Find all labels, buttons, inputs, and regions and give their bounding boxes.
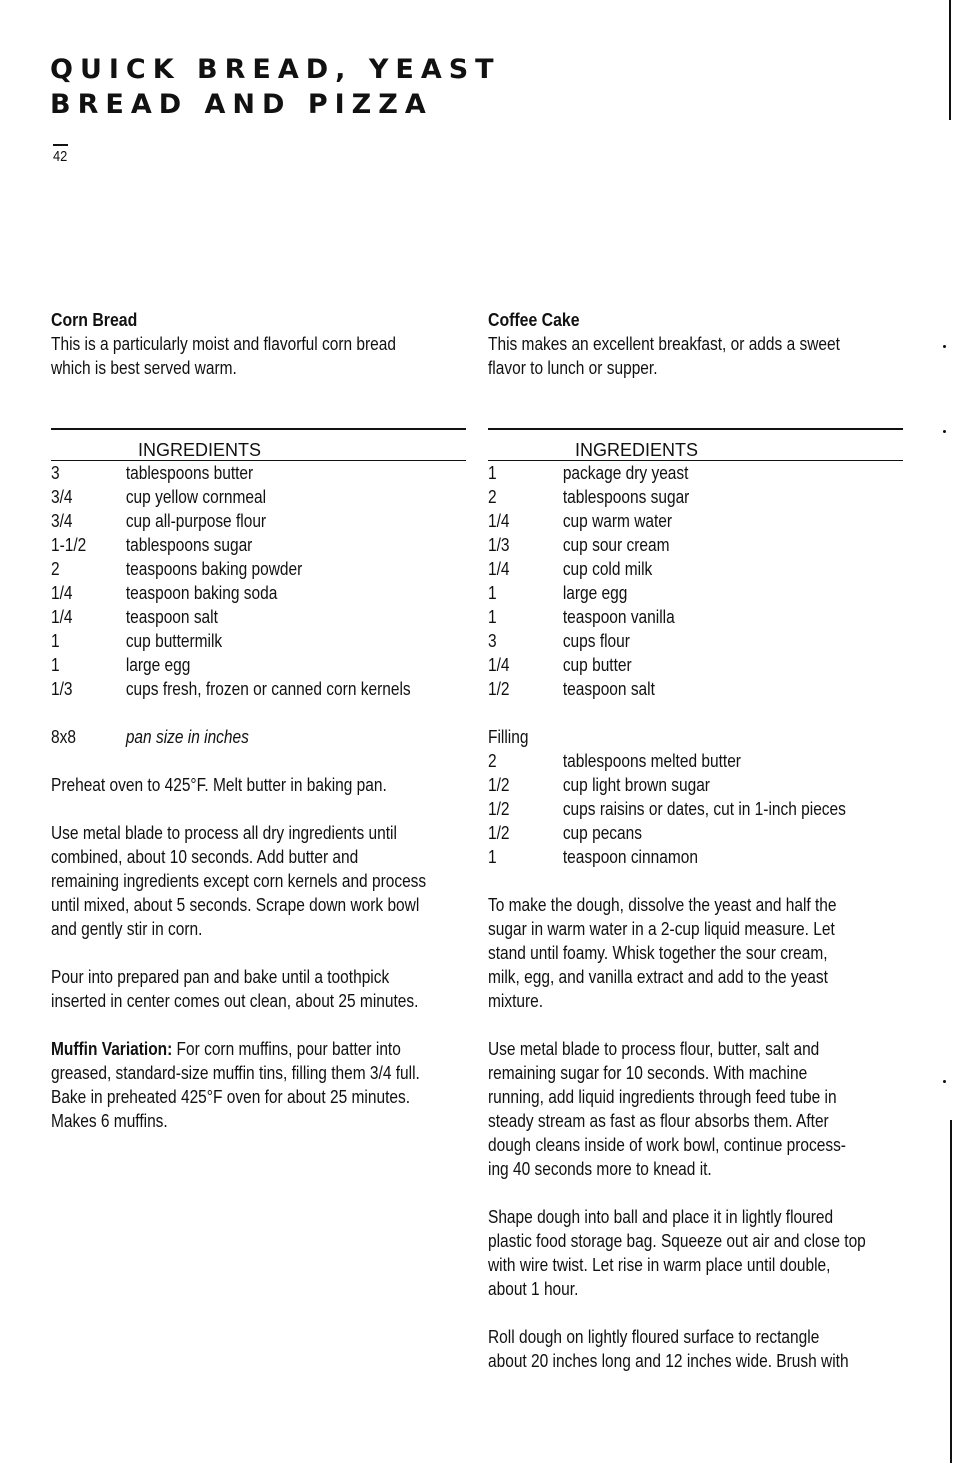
ingredient-desc: cup yellow cornmeal (125, 487, 267, 507)
instruction-line: Use metal blade to process flour, butter, salt and (488, 1039, 820, 1059)
page-number-block (53, 144, 70, 165)
ingredient-row (488, 485, 845, 509)
filling-row (488, 845, 845, 869)
filling-qty: 1/2 (488, 775, 510, 795)
variation-paragraph (51, 1037, 466, 1133)
ingredient-qty: 3/4 (51, 511, 73, 531)
ingredient-qty: 3/4 (51, 487, 73, 507)
instruction-line: stand until foamy. Whisk together the sour cream, (488, 943, 828, 963)
scan-edge-dot (943, 1080, 946, 1083)
ingredient-desc: tablespoons sugar (125, 535, 253, 555)
ingredient-qty: 1/3 (51, 679, 73, 699)
instruction-line: steady stream as fast as flour absorbs them. After (488, 1111, 829, 1131)
ingredient-row (51, 653, 408, 677)
ingredient-row (51, 677, 411, 701)
instruction-line: with wire twist. Let rise in warm place until double, (488, 1255, 831, 1275)
page-title (50, 52, 501, 122)
recipe-intro (51, 332, 466, 428)
ingredient-qty: 1 (488, 607, 497, 627)
ingredient-row (488, 677, 845, 701)
ingredient-qty: 1 (51, 655, 60, 675)
filling-row (488, 821, 845, 845)
ingredient-qty: 1-1/2 (51, 535, 87, 555)
pan-size-row (51, 725, 408, 749)
instruction-line: combined, about 10 seconds. Add butter and (51, 847, 359, 867)
instruction-line: until mixed, about 5 seconds. Scrape down work bowl (51, 895, 420, 915)
recipe-title: Corn Bread (51, 310, 138, 330)
ingredient-desc: cup sour cream (562, 535, 670, 555)
instruction-line (51, 1037, 408, 1061)
instruction-line: running, add liquid ingredients through feed tube in (488, 1087, 837, 1107)
ingredient-desc: teaspoon salt (562, 679, 655, 699)
ingredient-desc: teaspoon vanilla (562, 607, 675, 627)
instruction-paragraph (488, 1037, 903, 1181)
ingredient-row (51, 533, 408, 557)
ingredient-desc: cup cold milk (562, 559, 653, 579)
ingredient-qty: 1/4 (488, 655, 510, 675)
ingredient-qty: 1/4 (488, 559, 510, 579)
ingredient-qty: 1/4 (51, 583, 73, 603)
ingredient-desc: cups fresh, frozen or canned corn kernels (125, 679, 411, 699)
scan-edge-line (949, 0, 951, 120)
filling-qty: 1/2 (488, 799, 510, 819)
instruction-paragraph (488, 1205, 903, 1301)
instruction-line: Shape dough into ball and place it in lightly floured (488, 1207, 834, 1227)
ingredient-desc: cup butter (562, 655, 632, 675)
instruction-line: inserted in center comes out clean, about 25 minutes. (51, 991, 419, 1011)
ingredient-qty: 1 (488, 463, 497, 483)
filling-row (488, 797, 845, 821)
instruction-paragraph (51, 965, 466, 1013)
ingredient-desc: cups flour (562, 631, 630, 651)
ingredient-row (51, 581, 408, 605)
instruction-line: plastic food storage bag. Squeeze out air and close top (488, 1231, 866, 1251)
ingredient-desc: cup warm water (562, 511, 673, 531)
ingredient-desc: tablespoons butter (125, 463, 254, 483)
ingredient-desc: cup buttermilk (125, 631, 223, 651)
ingredients-header: INGREDIENTS (488, 430, 903, 461)
intro-line: This makes an excellent breakfast, or adds a sweet (488, 334, 840, 354)
instruction-line: about 1 hour. (488, 1279, 579, 1299)
filling-row (488, 749, 845, 773)
variation-text: For corn muffins, pour batter into (172, 1039, 401, 1059)
instruction-line: Preheat oven to 425°F. Melt butter in baking pan. (51, 775, 387, 795)
instruction-line: Makes 6 muffins. (51, 1111, 168, 1131)
ingredient-row (488, 629, 845, 653)
ingredient-desc: cup all-purpose flour (125, 511, 267, 531)
intro-line: which is best served warm. (51, 358, 237, 378)
page-number: 42 (53, 148, 68, 165)
scan-edge-dot (943, 430, 946, 433)
recipe-intro (488, 332, 903, 428)
title-line-1: QUICK BREAD, YEAST (50, 54, 501, 85)
instruction-line: Use metal blade to process all dry ingredients until (51, 823, 397, 843)
ingredient-qty: 1/3 (488, 535, 510, 555)
instruction-line: To make the dough, dissolve the yeast and half the (488, 895, 837, 915)
ingredient-qty: 2 (488, 487, 497, 507)
corn-bread-recipe (51, 308, 466, 1133)
ingredient-row (51, 509, 408, 533)
ingredients-header: INGREDIENTS (51, 430, 466, 461)
instruction-line: and gently stir in corn. (51, 919, 203, 939)
ingredient-row (51, 629, 408, 653)
filling-row (488, 773, 845, 797)
instruction-line: remaining ingredients except corn kernels and process (51, 871, 427, 891)
ingredient-qty: 3 (488, 631, 497, 651)
ingredient-row (488, 533, 845, 557)
recipe-title: Coffee Cake (488, 310, 580, 330)
instruction-paragraph (51, 821, 466, 941)
ingredient-row (51, 605, 408, 629)
page-number-bar (53, 144, 68, 146)
instruction-line: Roll dough on lightly floured surface to rectangle (488, 1327, 820, 1347)
pan-size-qty: 8x8 (51, 727, 76, 747)
ingredient-desc: teaspoons baking powder (125, 559, 303, 579)
ingredient-qty: 1 (488, 583, 497, 603)
ingredient-row (488, 557, 845, 581)
ingredient-desc: large egg (125, 655, 191, 675)
ingredient-desc: teaspoon baking soda (125, 583, 278, 603)
ingredient-row (488, 509, 845, 533)
ingredient-desc: teaspoon salt (125, 607, 218, 627)
ingredient-qty: 1 (51, 631, 60, 651)
filling-qty: 2 (488, 751, 497, 771)
ingredient-qty: 1/4 (488, 511, 510, 531)
instruction-line: Bake in preheated 425°F oven for about 25 minutes. (51, 1087, 411, 1107)
scan-edge-line (950, 1120, 952, 1463)
filling-table (488, 749, 903, 869)
scan-edge-dot (943, 345, 946, 348)
ingredient-row (488, 461, 845, 485)
instruction-line: greased, standard-size muffin tins, filling them 3/4 full. (51, 1063, 420, 1083)
ingredient-qty: 1/4 (51, 607, 73, 627)
ingredient-row (488, 581, 845, 605)
instruction-line: milk, egg, and vanilla extract and add to the yeast (488, 967, 828, 987)
filling-desc: cup light brown sugar (562, 775, 710, 795)
ingredient-qty: 2 (51, 559, 60, 579)
ingredient-row (51, 557, 408, 581)
instruction-line: mixture. (488, 991, 544, 1011)
ingredients-table (488, 428, 903, 701)
ingredient-desc: package dry yeast (562, 463, 689, 483)
instruction-line: sugar in warm water in a 2-cup liquid measure. Let (488, 919, 835, 939)
ingredient-qty: 3 (51, 463, 60, 483)
variation-label: Muffin Variation: (51, 1039, 173, 1059)
instruction-paragraph (488, 893, 903, 1013)
instruction-line: ing 40 seconds more to knead it. (488, 1159, 712, 1179)
filling-label: Filling (488, 727, 529, 747)
instruction-line: remaining sugar for 10 seconds. With machine (488, 1063, 808, 1083)
coffee-cake-recipe (488, 308, 903, 1373)
filling-qty: 1 (488, 847, 497, 867)
ingredient-desc: large egg (562, 583, 628, 603)
ingredient-qty: 1/2 (488, 679, 510, 699)
ingredient-row (488, 605, 845, 629)
ingredient-row (51, 485, 408, 509)
intro-line: flavor to lunch or supper. (488, 358, 658, 378)
ingredient-row (51, 461, 408, 485)
filling-desc: teaspoon cinnamon (562, 847, 698, 867)
filling-qty: 1/2 (488, 823, 510, 843)
ingredient-row (488, 653, 845, 677)
instruction-paragraph (51, 773, 466, 797)
instruction-line: about 20 inches long and 12 inches wide. Brush with (488, 1351, 849, 1371)
filling-desc: cup pecans (562, 823, 643, 843)
pan-size-desc: pan size in inches (125, 727, 249, 747)
instruction-line: Pour into prepared pan and bake until a toothpick (51, 967, 390, 987)
ingredient-desc: tablespoons sugar (562, 487, 690, 507)
instruction-line: dough cleans inside of work bowl, continue process- (488, 1135, 846, 1155)
ingredients-table (51, 428, 466, 701)
filling-desc: cups raisins or dates, cut in 1-inch pieces (562, 799, 846, 819)
filling-desc: tablespoons melted butter (562, 751, 741, 771)
instruction-paragraph (488, 1325, 903, 1373)
title-line-2: BREAD AND PIZZA (50, 89, 433, 120)
intro-line: This is a particularly moist and flavorful corn bread (51, 334, 397, 354)
